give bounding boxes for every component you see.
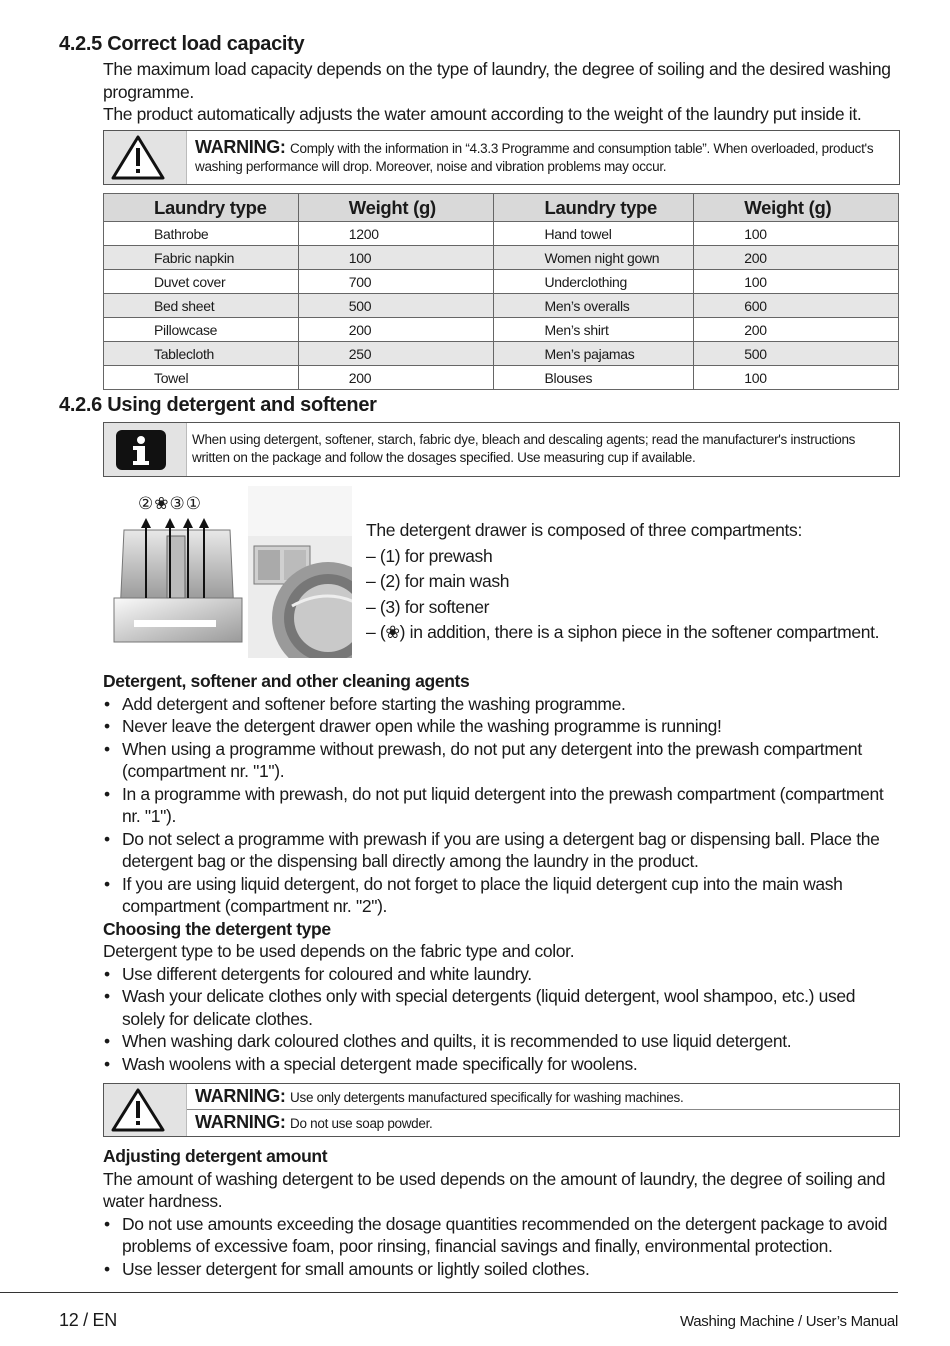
table-cell: 100 xyxy=(694,366,899,390)
list-item: • Do not use amounts exceeding the dosage quantities recommended on the detergent package to avoid problems of excessive foam, poor rinsing, financial savings and finally, environmental protection. xyxy=(103,1213,893,1258)
laundry-weight-table xyxy=(103,193,899,390)
section-heading-4-2-5: 4.2.5 Correct load capacity xyxy=(59,33,305,55)
cleaning-agents-list xyxy=(103,693,893,918)
warning-text: Use only detergents manufactured specifically for washing machines. xyxy=(290,1090,684,1105)
table-cell: Bed sheet xyxy=(104,294,299,318)
table-cell: 100 xyxy=(694,222,899,246)
info-text: When using detergent, softener, starch, fabric dye, bleach and descaling agents; read the manufacturer's instructions written on the package and follow the dosages specified. Use measuring cup if available. xyxy=(192,432,856,465)
drawer-item-siphon: – (❀) in addition, there is a siphon piece in the softener compartment. xyxy=(366,622,880,642)
table-header-row xyxy=(104,194,899,222)
list-item: • Use lesser detergent for small amounts or lightly soiled clothes. xyxy=(103,1258,893,1281)
choosing-detergent-title: Choosing the detergent type xyxy=(103,918,331,939)
warning-icon xyxy=(104,131,187,184)
list-item: • Use different detergents for coloured and white laundry. xyxy=(103,963,893,986)
adjusting-title: Adjusting detergent amount xyxy=(103,1146,328,1166)
load-capacity-paragraph: The maximum load capacity depends on the type of laundry, the degree of soiling and the desired washing programme. xyxy=(103,59,891,102)
table-cell: Pillowcase xyxy=(104,318,299,342)
table-cell: 200 xyxy=(298,318,494,342)
table-cell: Bathrobe xyxy=(104,222,299,246)
table-cell: Underclothing xyxy=(494,270,694,294)
warning-box-load xyxy=(103,130,900,185)
cleaning-agents-section xyxy=(103,670,893,1075)
warning-label: WARNING: xyxy=(195,1086,286,1106)
table-row xyxy=(104,318,899,342)
drawer-intro: The detergent drawer is composed of three compartments: xyxy=(366,520,802,540)
warning-label: WARNING: xyxy=(195,137,286,157)
adjusting-list xyxy=(103,1213,893,1281)
list-item: • Add detergent and softener before starting the washing programme. xyxy=(103,693,893,716)
table-header: Weight (g) xyxy=(298,194,494,222)
table-cell: Fabric napkin xyxy=(104,246,299,270)
table-row xyxy=(104,222,899,246)
list-item: • In a programme with prewash, do not put liquid detergent into the prewash compartment (compartment nr. "1"). xyxy=(103,783,893,828)
table-cell: Men’s overalls xyxy=(494,294,694,318)
warning-icon xyxy=(104,1084,187,1136)
table-row xyxy=(104,270,899,294)
table-cell: 200 xyxy=(694,246,899,270)
compartment-number-labels: ②❀③① xyxy=(138,494,202,514)
warning-text: Do not use soap powder. xyxy=(290,1116,433,1131)
table-cell: Towel xyxy=(104,366,299,390)
table-cell: 700 xyxy=(298,270,494,294)
detergent-drawer-illustration xyxy=(112,486,352,658)
drawer-description xyxy=(366,518,896,646)
drawer-item-main-wash: – (2) for main wash xyxy=(366,571,510,591)
table-cell: Men’s shirt xyxy=(494,318,694,342)
table-cell: Hand towel xyxy=(494,222,694,246)
choosing-detergent-intro: Detergent type to be used depends on the fabric type and color. xyxy=(103,941,575,961)
list-item: • Wash woolens with a special detergent made specifically for woolens. xyxy=(103,1053,893,1076)
footer-title: Washing Machine / User’s Manual xyxy=(679,1313,898,1330)
drawer-item-prewash: – (1) for prewash xyxy=(366,545,493,566)
table-cell: 200 xyxy=(298,366,494,390)
list-item: • Wash your delicate clothes only with special detergents (liquid detergent, wool shampoo, etc.) used solely for delicate clothes. xyxy=(103,985,893,1030)
warning-label: WARNING: xyxy=(195,1112,286,1132)
footer-rule xyxy=(0,1292,898,1293)
section-heading-4-2-6: 4.2.6 Using detergent and softener xyxy=(59,394,377,416)
table-row xyxy=(104,246,899,270)
table-row xyxy=(104,342,899,366)
cleaning-agents-title: Detergent, softener and other cleaning agents xyxy=(103,671,470,691)
table-cell: Men’s pajamas xyxy=(494,342,694,366)
table-cell: 500 xyxy=(298,294,494,318)
table-header: Weight (g) xyxy=(694,194,899,222)
list-item: • If you are using liquid detergent, do not forget to place the liquid detergent cup into the main wash compartment (compartment nr. "2"). xyxy=(103,873,893,918)
table-row xyxy=(104,366,899,390)
info-icon xyxy=(104,423,187,476)
page-number: 12 / EN xyxy=(59,1310,117,1330)
list-item: • When washing dark coloured clothes and quilts, it is recommended to use liquid detergent. xyxy=(103,1030,893,1053)
table-cell: 100 xyxy=(694,270,899,294)
warning-box-detergents xyxy=(103,1083,900,1137)
warning-text: Comply with the information in “4.3.3 Programme and consumption table”. When overloaded, product's washing performance will drop. Moreover, noise and vibration problems may occur. xyxy=(195,141,874,174)
adjusting-section xyxy=(103,1145,893,1280)
choosing-detergent-list xyxy=(103,963,893,1076)
table-header: Laundry type xyxy=(494,194,694,222)
table-cell: 100 xyxy=(298,246,494,270)
table-cell: 600 xyxy=(694,294,899,318)
table-cell: Tablecloth xyxy=(104,342,299,366)
table-row xyxy=(104,294,899,318)
table-cell: 1200 xyxy=(298,222,494,246)
adjusting-intro: The amount of washing detergent to be used depends on the amount of laundry, the degree of soiling and water hardness. xyxy=(103,1168,886,1211)
drawer-item-softener: – (3) for softener xyxy=(366,596,490,617)
list-item: • When using a programme without prewash, do not put any detergent into the prewash compartment (compartment nr. "1"). xyxy=(103,738,893,783)
table-cell: 500 xyxy=(694,342,899,366)
table-cell: Blouses xyxy=(494,366,694,390)
table-cell: Women night gown xyxy=(494,246,694,270)
water-amount-paragraph: The product automatically adjusts the water amount according to the weight of the laundry put inside it. xyxy=(103,104,862,124)
list-item: • Do not select a programme with prewash if you are using a detergent bag or dispensing ball. Place the detergent bag or the dispensing ball directly among the laundry in the product. xyxy=(103,828,893,873)
table-header: Laundry type xyxy=(104,194,299,222)
table-cell: Duvet cover xyxy=(104,270,299,294)
list-item: • Never leave the detergent drawer open while the washing programme is running! xyxy=(103,715,893,738)
table-cell: 200 xyxy=(694,318,899,342)
table-cell: 250 xyxy=(298,342,494,366)
info-box-detergent xyxy=(103,422,900,477)
